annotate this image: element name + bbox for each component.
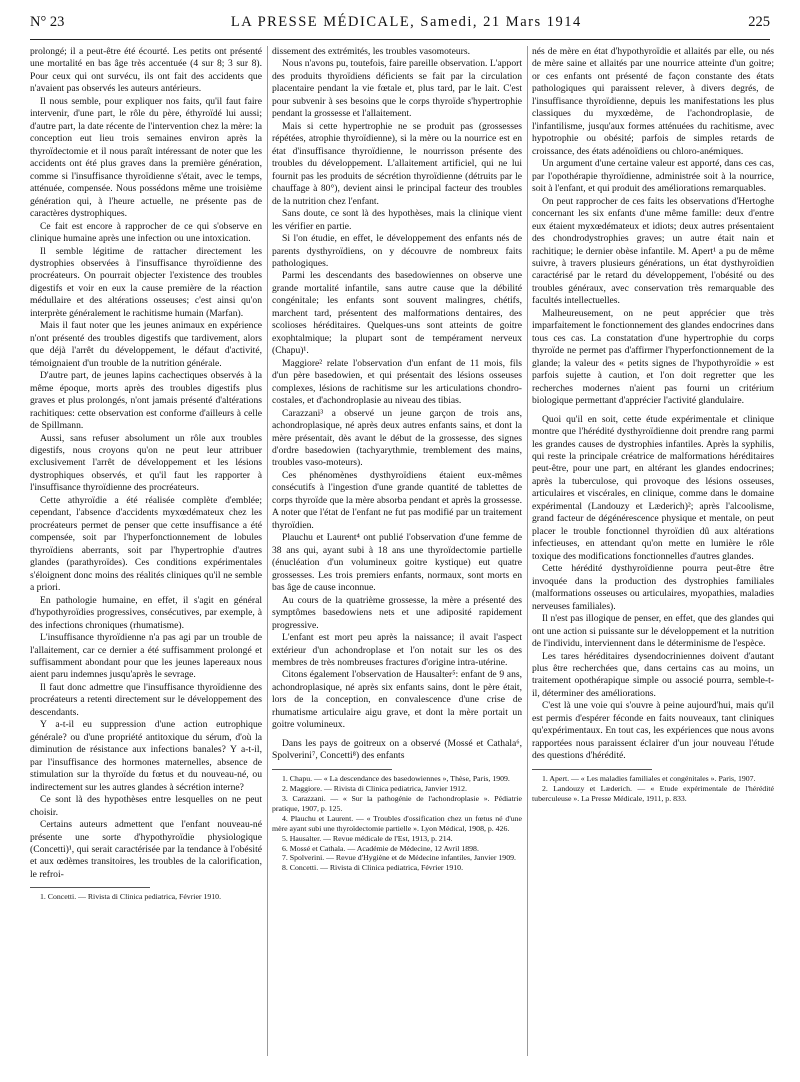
footnote-rule [30, 887, 150, 888]
footnote: 1. Apert. — « Les maladies familiales et congénitales ». Paris, 1907. [542, 773, 756, 783]
footnote-rule [272, 769, 392, 770]
paragraph: Ce fait est encore à rapprocher de ce qui s'observe en clinique humaine après une infection ou une intoxication. [30, 220, 262, 245]
paragraph: Si l'on étudie, en effet, le développement des enfants nés de parents dysthyroïdiens, on y découvre de nombreux faits pathologiques. [272, 233, 522, 269]
page-number: 225 [748, 14, 770, 30]
paragraph: Nous n'avons pu, toutefois, faire pareille observation. L'apport des produits thyroïdiens déficients se fait par la circulation placentaire pendant la vie fœtale et, plus tard, par le lait. C'est pour subvenir à ses besoins que le corps thyroïde s'hypertrophie pendant la grossesse et l'allaitement. [272, 58, 522, 120]
paragraph: Quoi qu'il en soit, cette étude expérimentale et clinique montre que l'hérédité dysthyroïdienne doit prendre rang parmi les grandes causes de dystrophies infantiles. Après la syphilis, qui reste la principale créatrice de malformations héréditaires peut-être, pour une part, en altérant les glandes endocrines; après la tuberculose, qui provoque des lésions osseuses, articulaires et viscérales, en clinique, comme dans le domaine expérimental (Landouzy et Læderich)²; après l'alcoolisme, grand facteur de dégénérescence physique et mentale, on peut placer le trouble fonctionnel thyroïdien dû aux altérations infectieuses, en attendant qu'on mette en lumière le rôle toxique des modifications fonctionnelles d'autres glandes. [532, 413, 774, 562]
journal-title: LA PRESSE MÉDICALE, Samedi, 21 Mars 1914 [230, 14, 582, 30]
paragraph: Mais si cette hypertrophie ne se produit pas (grossesses répétées, atrophie thyroïdienne), si la mère ou la nourrice est en état d'insuffisance thyroïdienne, le nourrisson présente des troubles du développement. L'allaitement artificiel, qui ne lui fournit pas les produits de sécrétion thyroïdienne (détruits par le chauffage à 80°), devient ainsi le principal facteur des troubles de la nutrition chez l'enfant. [272, 120, 522, 207]
footnote: 2. Maggiore. — Rivista di Clinica pediatrica, Janvier 1912. [282, 783, 467, 793]
footnote: 4. Plauchu et Laurent. — « Troubles d'ossification chez un fœtus né d'une mère ayant subi une thyroïdectomie partielle ». Lyon Médical, 1908, p. 426. [272, 813, 522, 833]
paragraph: Dans les pays de goitreux on a observé (Mossé et Cathala⁶, Spolverini⁷, Concetti⁸) des enfants [272, 737, 522, 762]
footnote: 7. Spolverini. — Revue d'Hygiène et de Médecine infantiles, Janvier 1909. [282, 853, 516, 863]
paragraph: Carazzani³ a observé un jeune garçon de trois ans, achondroplasique, né après deux autres enfants sains, et dont la mère présentait, dès avant le début de la grossesse, des signes d'ordre basedowien (tachyarythmie, tremblement des mains, troubles vaso-moteurs). [272, 407, 522, 469]
paragraph: Cette athyroïdie a été réalisée complète d'emblée; cependant, l'absence d'accidents myxœdémateux chez les procréateurs permet de penser que cette insuffisance a été compensée, soit par l'hyperfonctionnement de lobules thyroïdiens aberrants, soit par l'hypertrophie d'autres glandes (parathyroïdes). Ces conditions expérimentales s'éloignent donc moins des réalités cliniques qu'il ne semble a priori. [30, 494, 262, 594]
paragraph: dissement des extrémités, les troubles vasomoteurs. [272, 46, 470, 57]
footnote: 6. Mossé et Cathala. — Académie de Médecine, 12 Avril 1898. [282, 843, 479, 853]
footnote: 8. Concetti. — Rivista di Clinica pediatrica, Février 1910. [282, 863, 464, 873]
paragraph: L'insuffisance thyroïdienne n'a pas agi par un trouble de l'allaitement, car ce dernier a été suffisamment prolongé et suffisamment abondant pour que les jeunes lapereaux nous aient paru indemnes jusqu'après le sevrage. [30, 632, 262, 681]
paragraph: Y a-t-il eu suppression d'une action eutrophique générale? ou d'une propriété antitoxique du sérum, d'où la diminution de résistance aux infections banales? Y a-t-il, par l'insuffisance des hormones maternelles, absence de stimulation sur la thyroïde du fœtus et du nouveau-né, ou indirectement sur les autres glandes à sécrétion interne? [30, 719, 262, 793]
paragraph: Parmi les descendants des basedowiennes on observe une grande mortalité infantile, sans autre cause que la débilité congénitale; les enfants sont souvent malingres, chétifs, marchent tard, présentent des malformations dentaires, des scolioses héréditaires. Quelques-uns sont atteints de goitre exophtalmique; la plupart sont de tempérament nerveux (Chapu)¹. [272, 270, 522, 357]
paragraph: D'autre part, de jeunes lapins cachectiques observés à la même époque, morts après des troubles digestifs plus graves et plus prolongés, n'ont jamais présenté d'altérations rachitiques: cette observation est conforme d'ailleurs à celle de Spillmann. [30, 370, 262, 432]
footnote: 3. Carazzani. — « Sur la pathogénie de l'achondroplasie ». Pédiatrie pratique, 1907, p. 125. [272, 793, 522, 813]
footnote: 1. Chapu. — « La descendance des basedowiennes », Thèse, Paris, 1909. [282, 773, 510, 783]
column-divider [527, 46, 528, 1056]
paragraph: Il nous semble, pour expliquer nos faits, qu'il faut faire intervenir, d'une part, le rôle du père, éthyroïdé lui aussi; d'autre part, la date récente de l'intervention chez la mère: la conception eut lieu trois semaines environ après la thyroïdectomie et il nous paraît intéressant de noter que les accidents ont été plus graves dans la première génération, comme si l'insuffisance thyroïdienne s'était, avec le temps, atténuée, compensée. Nous possédons même une troisième génération qui, à l'heure actuelle, ne présente pas de caractères dystrophiques. [30, 95, 262, 220]
column-2 [272, 46, 522, 1074]
paragraph: On peut rapprocher de ces faits les observations d'Hertoghe concernant les six enfants d'une même famille: deux d'entre eux étaient myxœdémateux et idiots; deux autres présentaient des chondrodystrophies graves; un autre était nain et rachitique; le dernier obèse infantile. M. Apert¹ a pu de même suivre, à travers plusieurs générations, un état dysthyroïdien caractérisé par le retard du développement, l'obésité ou des troubles généraux, avec conservation très remarquable des facultés intellectuelles. [532, 195, 774, 307]
column-1 [30, 46, 262, 1074]
paragraph: Un argument d'une certaine valeur est apporté, dans ces cas, par l'opothérapie thyroïdienne, administrée soit à la nourrice, soit à l'enfant, et qui produit des améliorations remarquables. [532, 158, 774, 195]
paragraph: Ce sont là des hypothèses entre lesquelles on ne peut choisir. [30, 794, 262, 818]
footnote: 1. Concetti. — Rivista di Clinica pediatrica, Février 1910. [40, 892, 222, 902]
paragraph: Les tares héréditaires dysendocriniennes doivent d'autant plus être recherchées que, dans certains cas au moins, un traitement opothérapique simple ou associé pourra, semble-t-il, déterminer des améliorations. [532, 650, 774, 699]
paragraph: Cette hérédité dysthyroïdienne pourra peut-être être invoquée dans la production des dystrophies familiales (malformations osseuses ou articulaires, myopathies, maladies nerveuses familiales). [532, 563, 774, 612]
paragraph: Citons également l'observation de Hausalter⁵: enfant de 9 ans, achondroplasique, né après six enfants sains, dont le père était, lors de la conception, en convalescence d'une crise de rhumatisme articulaire aigu grave, et dont la mère portait un goitre volumineux. [272, 669, 522, 731]
paragraph: Maggiore² relate l'observation d'un enfant de 11 mois, fils d'un père basedowien, et qui présentait des lésions osseuses complexes, lésions de rachitisme sur les articulations chondro-costales, et d'achondroplasie au niveau des tibias. [272, 357, 522, 407]
paragraph: Il faut donc admettre que l'insuffisance thyroïdienne des procréateurs a retenti directement sur le développement des descendants. [30, 681, 262, 718]
paragraph: Certains auteurs admettent que l'enfant nouveau-né présente une sorte d'hypothyroïdie physiologique (Concetti)¹, qui serait caractérisée par la tendance à l'obésité et aux œdèmes transitoires, les troubles de la calorification, le refroi- [30, 819, 262, 880]
paragraph: Ces phénomènes dysthyroïdiens étaient eux-mêmes consécutifs à l'ingestion d'une grande quantité de tablettes de corps thyroïde que la mère absorba pendant et après la grossesse. A noter que l'état de l'enfant ne fut pas modifié par un traitement thyroïdien. [272, 469, 522, 531]
paragraph: Aussi, sans refuser absolument un rôle aux troubles digestifs, nous croyons qu'on ne peut leur attribuer exclusivement l'arrêt de développement et les lésions dystrophiques observés, et qu'il faut les rapporter à l'insuffisance thyroïdienne des procréateurs. [30, 432, 262, 494]
paragraph: Mais il faut noter que les jeunes animaux en expérience n'ont présenté des troubles digestifs que tardivement, alors que déjà l'arrêt du développement, le défaut d'activité, témoignaient d'un trouble de la nutrition générale. [30, 320, 262, 369]
paragraph: Au cours de la quatrième grossesse, la mère a présenté des symptômes basedowiens nets et une adiposité rapidement progressive. [272, 594, 522, 631]
paragraph: Il semble légitime de rattacher directement les dystrophies observées à l'insuffisance thyroïdienne des procréateurs. On pourrait objecter l'existence des troubles digestifs et voir en eux la cause première de la réaction médullaire et des altérations osseuses; c'est ainsi qu'on interprète généralement le rachitisme humain (Marfan). [30, 245, 262, 319]
header-rule [30, 39, 770, 40]
paragraph: nés de mère en état d'hypothyroïdie et allaités par elle, ou nés de mère saine et allaités par une nourrice atteinte d'un goitre; or ces enfants ont présenté de façon constante des états pathologiques qui paraissent relever, à divers degrés, de l'insuffisance thyroïdienne, depuis les manifestations les plus classiques du myxœdème, de l'achondroplasie, de l'infantilisme, jusqu'aux formes atténuées du rachitisme, avec hypotrophie ou obésité; parfois de simples retards de croissance, des états adénoïdiens ou chloro-anémiques. [532, 46, 774, 157]
paragraph: Plauchu et Laurent⁴ ont publié l'observation d'une femme de 38 ans qui, ayant subi à 18 ans une thyroïdectomie partielle (énucléation d'un volumineux goitre kystique) eut quatre grossesses. Les trois premiers enfants, normaux, sont morts en bas âge de cause inconnue. [272, 532, 522, 594]
footnote: 5. Hausalter. — Revue médicale de l'Est, 1913, p. 214. [282, 833, 453, 843]
column-3 [532, 46, 774, 1074]
issue-number: N° 23 [30, 14, 65, 30]
paragraph: L'enfant est mort peu après la naissance; il avait l'aspect extérieur d'un achondroplase et l'on notait sur les os des membres de très nombreuses fractures d'origine intra-utérine. [272, 632, 522, 668]
paragraph: C'est là une voie qui s'ouvre à peine aujourd'hui, mais qu'il est permis d'espérer féconde en faits nouveaux, tant cliniques qu'expérimentaux. En tout cas, les expériences que nous avons rapportées nous paraissent éclairer d'un jour nouveau l'étude des questions d'hérédité. [532, 700, 774, 762]
paragraph: Malheureusement, on ne peut apprécier que très imparfaitement le fonctionnement des glandes endocrines dans tous ces cas. La constatation d'une hypertrophie du corps thyroïde ne permet pas d'affirmer l'hyperfonctionnement de la glande; la valeur des « petits signes de l'hypothyroïdie » est parfois sujette à caution, et l'on doit regretter que les recherches modernes n'aient pas fourni un critérium biologique permettant d'apprécier l'activité glandulaire. [532, 307, 774, 407]
footnote-rule [532, 769, 652, 770]
footnote: 2. Landouzy et Læderich. — « Etude expérimentale de l'hérédité tuberculeuse ». La Presse Médicale, 1911, p. 833. [532, 783, 774, 803]
paragraph: Il n'est pas illogique de penser, en effet, que des glandes qui ont une action si puissante sur le développement et la nutrition de l'individu, interviennent dans le déterminisme de l'espèce. [532, 613, 774, 650]
paragraph: Sans doute, ce sont là des hypothèses, mais la clinique vient les vérifier en partie. [272, 208, 522, 232]
paragraph: prolongé; il a peut-être été écourté. Les petits ont présenté une mortalité en bas âge très accentuée (4 sur 8; 3 sur 8). Pour ceux qui ont survécu, ils ont fait des accidents que n'avaient pas observés les auteurs antérieurs. [30, 46, 262, 95]
column-divider [267, 46, 268, 1056]
paragraph: En pathologie humaine, en effet, il s'agit en général d'hypothyroïdies progressives, consécutives, par exemple, à des infections chroniques (rhumatisme). [30, 594, 262, 631]
running-header [30, 14, 770, 38]
